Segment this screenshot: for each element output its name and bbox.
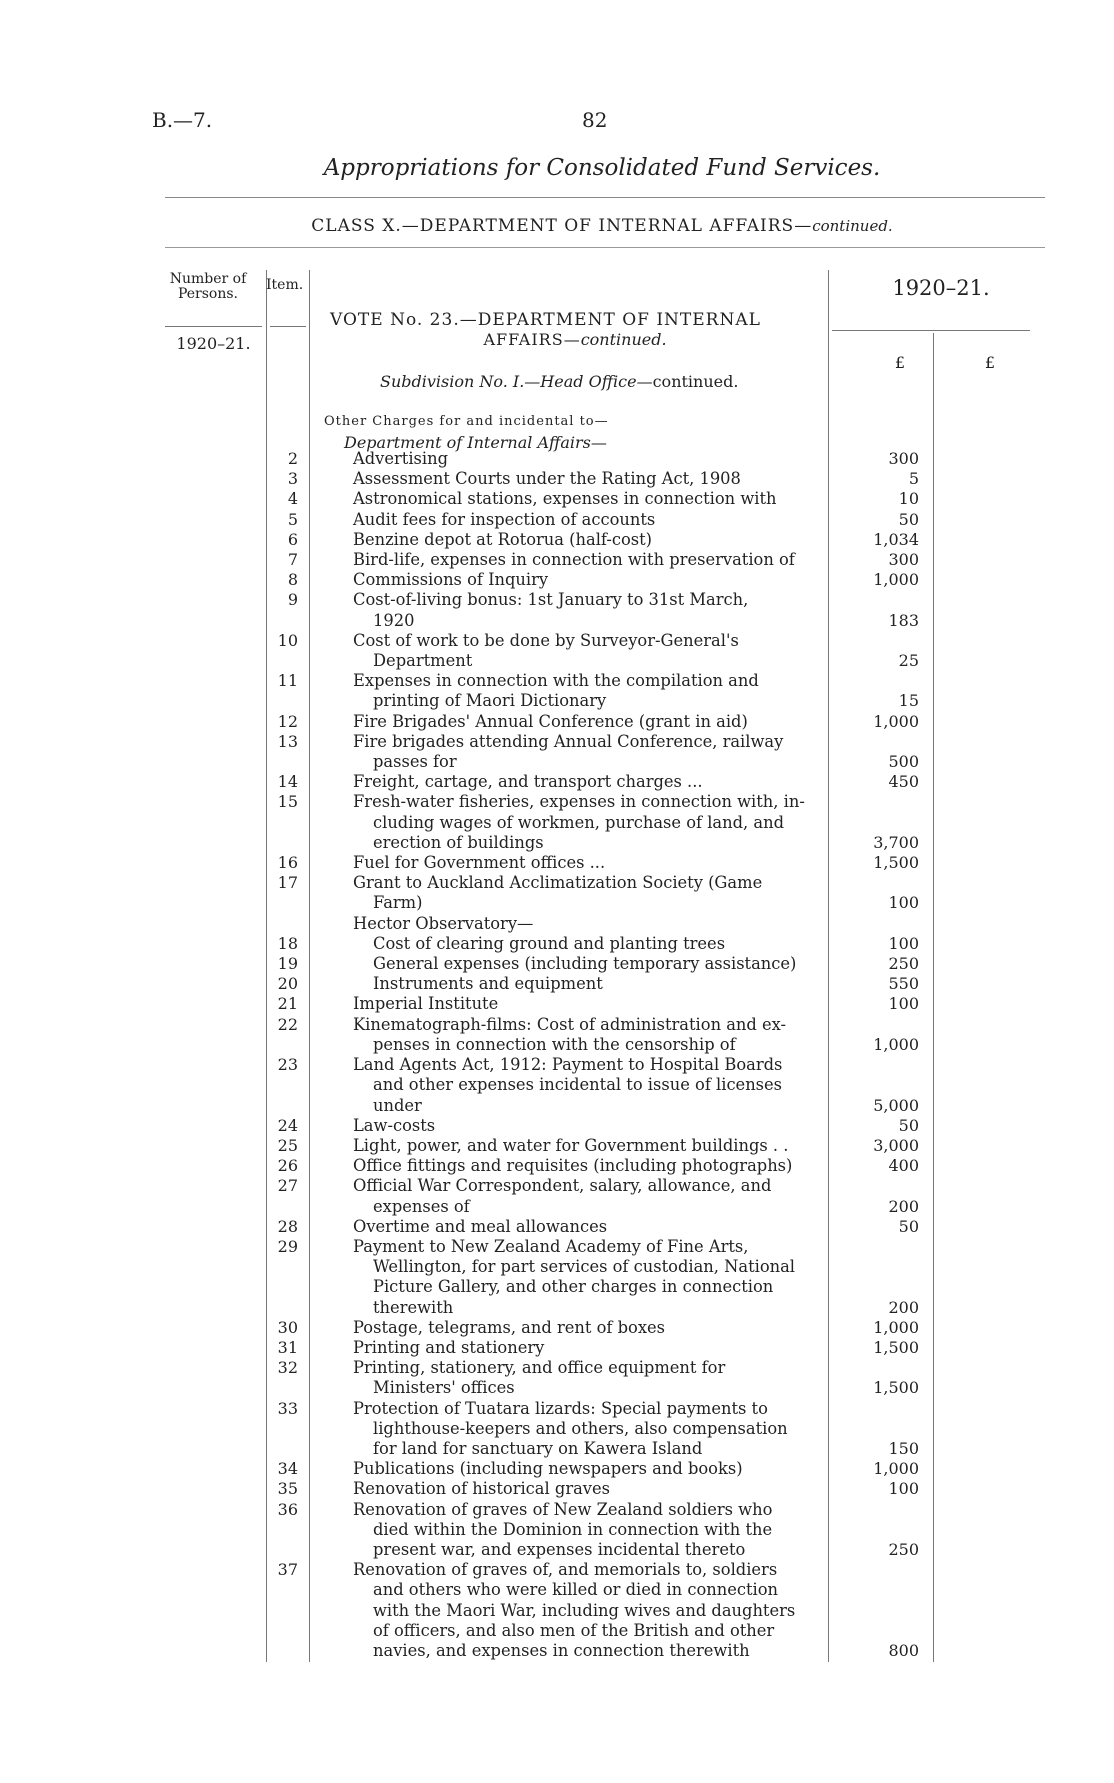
description-line: Renovation of graves of New Zealand soldiers who (353, 1499, 773, 1519)
item-number: 4 (287, 489, 298, 509)
description-line: Audit fees for inspection of accounts (353, 509, 656, 529)
list-item (0, 1116, 1114, 1136)
list-item (0, 550, 1114, 570)
class-heading-continued: continued. (812, 217, 893, 235)
description-line: Publications (including newspapers and books) (353, 1459, 743, 1479)
description-line: and other expenses incidental to issue of licenses (373, 1075, 783, 1095)
item-description (353, 1237, 818, 1318)
item-description (353, 671, 818, 711)
description-line: navies, and expenses in connection therewith (373, 1640, 750, 1660)
description-line: expenses of (373, 1196, 470, 1216)
item-description (353, 712, 818, 732)
subdivision-continued: continued. (652, 372, 739, 391)
item-number: 13 (277, 731, 298, 751)
item-description (353, 1156, 818, 1176)
item-number: 12 (277, 711, 298, 731)
item-number: 24 (277, 1115, 298, 1135)
description-line: Hector Observatory— (353, 913, 534, 933)
description-line: Protection of Tuatara lizards: Special payments to (353, 1398, 768, 1418)
description-line: Official War Correspondent, salary, allowance, and (353, 1176, 772, 1196)
year-header: 1920–21. (892, 276, 990, 300)
description-line: penses in connection with the censorship of (373, 1034, 736, 1054)
description-line: Wellington, for part services of custodian, National (373, 1257, 796, 1277)
item-description (353, 954, 818, 974)
item-amount: 100 (888, 893, 919, 913)
list-item (0, 1237, 1114, 1318)
item-number: 11 (277, 671, 298, 691)
description-line: Payment to New Zealand Academy of Fine Arts, (353, 1236, 749, 1256)
list-item (0, 1217, 1114, 1237)
item-number: 3 (287, 469, 298, 489)
item-description (353, 1176, 818, 1216)
description-line: died within the Dominion in connection with the (373, 1519, 773, 1539)
item-description (353, 550, 818, 570)
description-line: Cost of work to be done by Surveyor-General's (353, 630, 739, 650)
list-item (0, 974, 1114, 994)
number-of-persons-header: Number of Persons. (169, 271, 247, 302)
list-item (0, 631, 1114, 671)
item-description (353, 469, 818, 489)
item-number: 19 (277, 954, 298, 974)
list-item (0, 530, 1114, 550)
item-amount: 1,000 (873, 1317, 919, 1337)
description-line: therewith (373, 1297, 454, 1317)
header-rule (270, 326, 306, 327)
item-number: 20 (277, 974, 298, 994)
description-line: Renovation of graves of, and memorials to, soldiers (353, 1560, 778, 1580)
items-list (0, 449, 1114, 1661)
list-item (0, 1338, 1114, 1358)
description-line: Expenses in connection with the compilation and (353, 671, 759, 691)
list-item (0, 469, 1114, 489)
description-line: passes for (373, 752, 457, 772)
item-amount: 183 (888, 610, 919, 630)
item-number: 21 (277, 994, 298, 1014)
item-number: 2 (287, 449, 298, 468)
item-description (353, 1560, 818, 1661)
item-amount: 5 (908, 469, 919, 489)
list-item (0, 449, 1114, 469)
item-number: 28 (277, 1216, 298, 1236)
description-line: for land for sanctuary on Kawera Island (373, 1438, 703, 1458)
header-rule (832, 330, 1030, 331)
item-amount: 50 (898, 1115, 919, 1135)
item-description (353, 1479, 818, 1499)
description-line: Bird-life, expenses in connection with preservation of (353, 550, 795, 570)
item-description (353, 1116, 818, 1136)
description-line: Fuel for Government offices ... (353, 853, 606, 873)
description-line: Office fittings and requisites (including photographs) (353, 1156, 793, 1176)
item-description (353, 914, 818, 934)
list-item (0, 792, 1114, 853)
item-amount: 300 (888, 550, 919, 570)
list-item (0, 570, 1114, 590)
item-amount: 250 (888, 1539, 919, 1559)
list-item (0, 1176, 1114, 1216)
description-line: Cost-of-living bonus: 1st January to 31st March, (353, 590, 749, 610)
item-number: 5 (287, 509, 298, 529)
description-line: Fire brigades attending Annual Conference, railway (353, 731, 784, 751)
item-description (353, 1136, 818, 1156)
item-amount: 25 (898, 651, 919, 671)
item-amount: 50 (898, 509, 919, 529)
item-description (353, 1358, 818, 1398)
description-line: Printing, stationery, and office equipment for (353, 1358, 726, 1378)
description-line: 1920 (373, 610, 415, 630)
item-number: 30 (277, 1317, 298, 1337)
list-item (0, 1358, 1114, 1398)
description-line: Ministers' offices (373, 1378, 515, 1398)
list-item (0, 1500, 1114, 1561)
item-number: 25 (277, 1135, 298, 1155)
description-line: Overtime and meal allowances (353, 1216, 608, 1236)
item-description (353, 974, 818, 994)
description-line: Farm) (373, 893, 423, 913)
item-description (353, 1338, 818, 1358)
item-description (353, 1459, 818, 1479)
item-description (353, 1217, 818, 1237)
description-line: Assessment Courts under the Rating Act, 1908 (353, 469, 741, 489)
subdivision-text: Subdivision No. I.—Head Office— (380, 372, 653, 391)
list-item (0, 1055, 1114, 1116)
description-line: Astronomical stations, expenses in connection with (353, 489, 777, 509)
list-item (0, 1136, 1114, 1156)
item-number: 16 (277, 853, 298, 873)
list-item (0, 590, 1114, 630)
list-item (0, 671, 1114, 711)
item-amount: 500 (888, 752, 919, 772)
item-number: 26 (277, 1156, 298, 1176)
description-line: with the Maori War, including wives and daughters (373, 1600, 796, 1620)
item-amount: 15 (898, 691, 919, 711)
list-item (0, 772, 1114, 792)
item-description (353, 1500, 818, 1561)
item-header: Item. (266, 277, 304, 293)
list-item (0, 954, 1114, 974)
item-number: 15 (277, 792, 298, 812)
item-number: 34 (277, 1459, 298, 1479)
item-description (353, 510, 818, 530)
description-line: Law-costs (353, 1115, 436, 1135)
description-line: Commissions of Inquiry (353, 570, 549, 590)
description-line: Department (373, 651, 473, 671)
list-item (0, 510, 1114, 530)
currency-header-2: £ (984, 353, 996, 372)
item-number: 29 (277, 1236, 298, 1256)
list-item (0, 1479, 1114, 1499)
year-left-header: 1920–21. (176, 334, 251, 353)
description-line: under (373, 1095, 422, 1115)
description-line: Benzine depot at Rotorua (half-cost) (353, 529, 653, 549)
description-line: Printing and stationery (353, 1337, 545, 1357)
item-description (353, 994, 818, 1014)
item-description (353, 1399, 818, 1460)
item-number: 17 (277, 873, 298, 893)
item-amount: 1,034 (873, 529, 919, 549)
list-item (0, 1015, 1114, 1055)
vote-heading: VOTE No. 23.—DEPARTMENT OF INTERNAL (330, 310, 761, 330)
description-line: erection of buildings (373, 832, 544, 852)
description-line: Land Agents Act, 1912: Payment to Hospital Boards (353, 1055, 783, 1075)
department-heading: Department of Internal Affairs— (344, 433, 607, 452)
item-description (353, 1318, 818, 1338)
description-line: Grant to Auckland Acclimatization Society (Game (353, 873, 763, 893)
list-item (0, 732, 1114, 772)
description-line: Imperial Institute (353, 994, 499, 1014)
item-number: 9 (287, 590, 298, 610)
description-line: Postage, telegrams, and rent of boxes (353, 1317, 665, 1337)
item-amount: 3,700 (873, 832, 919, 852)
description-line: Cost of clearing ground and planting trees (373, 933, 726, 953)
divider (165, 197, 1045, 198)
list-item (0, 1399, 1114, 1460)
currency-header-1: £ (894, 353, 906, 372)
list-item (0, 853, 1114, 873)
item-amount: 100 (888, 994, 919, 1014)
class-heading-text: CLASS X.—DEPARTMENT OF INTERNAL AFFAIRS— (311, 216, 813, 236)
item-number: 27 (277, 1176, 298, 1196)
description-line: Kinematograph-films: Cost of administration and ex- (353, 1014, 787, 1034)
item-amount: 300 (888, 449, 919, 468)
description-line: present war, and expenses incidental thereto (373, 1539, 746, 1559)
description-line: Fire Brigades' Annual Conference (grant in aid) (353, 711, 748, 731)
description-line: Renovation of historical graves (353, 1479, 610, 1499)
item-amount: 250 (888, 954, 919, 974)
item-amount: 1,000 (873, 711, 919, 731)
list-item (0, 994, 1114, 1014)
list-item (0, 1560, 1114, 1661)
item-description (353, 1055, 818, 1116)
list-item (0, 1459, 1114, 1479)
description-line: lighthouse-keepers and others, also compensation (373, 1418, 788, 1438)
item-number: 7 (287, 550, 298, 570)
description-line: Freight, cartage, and transport charges ... (353, 772, 703, 792)
class-heading (0, 216, 1114, 236)
other-charges-heading: Other Charges for and incidental to— (324, 414, 609, 429)
item-number: 33 (277, 1398, 298, 1418)
item-amount: 50 (898, 1216, 919, 1236)
item-amount: 450 (888, 772, 919, 792)
item-number: 10 (277, 630, 298, 650)
description-line: Instruments and equipment (373, 974, 603, 994)
item-number: 6 (287, 529, 298, 549)
item-amount: 1,500 (873, 1337, 919, 1357)
item-amount: 550 (888, 974, 919, 994)
item-number: 23 (277, 1055, 298, 1075)
description-line: Fresh-water fisheries, expenses in connection with, in- (353, 792, 805, 812)
item-amount: 1,000 (873, 1034, 919, 1054)
subdivision-heading (380, 372, 738, 391)
item-amount: 100 (888, 1479, 919, 1499)
list-item (0, 712, 1114, 732)
item-description (353, 772, 818, 792)
item-description (353, 449, 818, 469)
divider (165, 247, 1045, 248)
item-number: 22 (277, 1014, 298, 1034)
item-amount: 1,500 (873, 853, 919, 873)
item-number: 31 (277, 1337, 298, 1357)
item-description (353, 631, 818, 671)
description-line: printing of Maori Dictionary (373, 691, 607, 711)
vote-heading-continued: continued. (580, 330, 667, 349)
list-item (0, 1156, 1114, 1176)
item-description (353, 732, 818, 772)
description-line: General expenses (including temporary assistance) (373, 954, 797, 974)
list-item (0, 914, 1114, 934)
item-description (353, 853, 818, 873)
item-amount: 3,000 (873, 1135, 919, 1155)
item-amount: 10 (898, 489, 919, 509)
vote-heading-line2 (330, 330, 820, 349)
item-amount: 150 (888, 1438, 919, 1458)
item-description (353, 1015, 818, 1055)
description-line: Picture Gallery, and other charges in connection (373, 1277, 774, 1297)
item-amount: 5,000 (873, 1095, 919, 1115)
item-amount: 400 (888, 1156, 919, 1176)
item-amount: 1,500 (873, 1378, 919, 1398)
item-description (353, 590, 818, 630)
description-line: and others who were killed or died in connection (373, 1580, 779, 1600)
item-description (353, 489, 818, 509)
item-number: 18 (277, 933, 298, 953)
item-number: 32 (277, 1358, 298, 1378)
item-number: 37 (277, 1560, 298, 1580)
list-item (0, 1318, 1114, 1338)
page-number: 82 (582, 108, 608, 132)
item-amount: 800 (888, 1640, 919, 1660)
description-line: Light, power, and water for Government buildings . . (353, 1135, 789, 1155)
item-amount: 100 (888, 933, 919, 953)
item-number: 8 (287, 570, 298, 590)
list-item (0, 934, 1114, 954)
item-description (353, 792, 818, 853)
document-reference: B.—7. (152, 108, 213, 132)
description-line: of officers, and also men of the British and other (373, 1620, 775, 1640)
description-line: cluding wages of workmen, purchase of land, and (373, 812, 785, 832)
item-description (353, 570, 818, 590)
item-amount: 200 (888, 1196, 919, 1216)
item-number: 35 (277, 1479, 298, 1499)
item-description (353, 873, 818, 913)
description-line: Advertising (353, 449, 449, 468)
item-amount: 1,000 (873, 570, 919, 590)
header-rule (165, 326, 262, 327)
item-description (353, 530, 818, 550)
page-title: Appropriations for Consolidated Fund Services. (323, 155, 881, 181)
list-item (0, 489, 1114, 509)
item-amount: 200 (888, 1297, 919, 1317)
list-item (0, 873, 1114, 913)
item-number: 14 (277, 772, 298, 792)
item-description (353, 934, 818, 954)
vote-heading-line2-text: AFFAIRS— (483, 330, 581, 349)
item-number: 36 (277, 1499, 298, 1519)
item-amount: 1,000 (873, 1459, 919, 1479)
